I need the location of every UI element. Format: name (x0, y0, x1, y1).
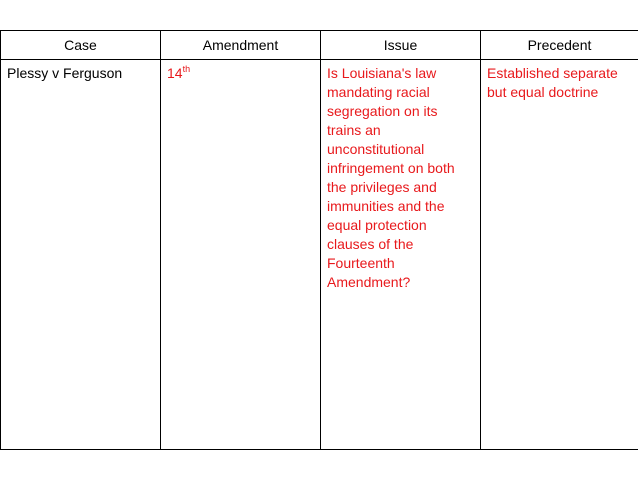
table-row (1, 60, 638, 450)
header-issue: Issue (321, 31, 481, 60)
cell-amendment (161, 60, 321, 450)
header-case: Case (1, 31, 161, 60)
cell-issue: Is Louisiana's law mandating racial segregation on its trains an unconstitutional infringement on both the privileges and immunities and the equal protection clauses of the Fourteenth Amendment? (321, 60, 481, 450)
amendment-suffix: th (182, 64, 191, 74)
cell-precedent: Established separate but equal doctrine (481, 60, 638, 450)
case-table (0, 30, 638, 450)
header-row (1, 31, 638, 60)
cell-case: Plessy v Ferguson (1, 60, 161, 450)
header-precedent: Precedent (481, 31, 638, 60)
header-amendment: Amendment (161, 31, 321, 60)
amendment-number: 14 (167, 65, 183, 81)
